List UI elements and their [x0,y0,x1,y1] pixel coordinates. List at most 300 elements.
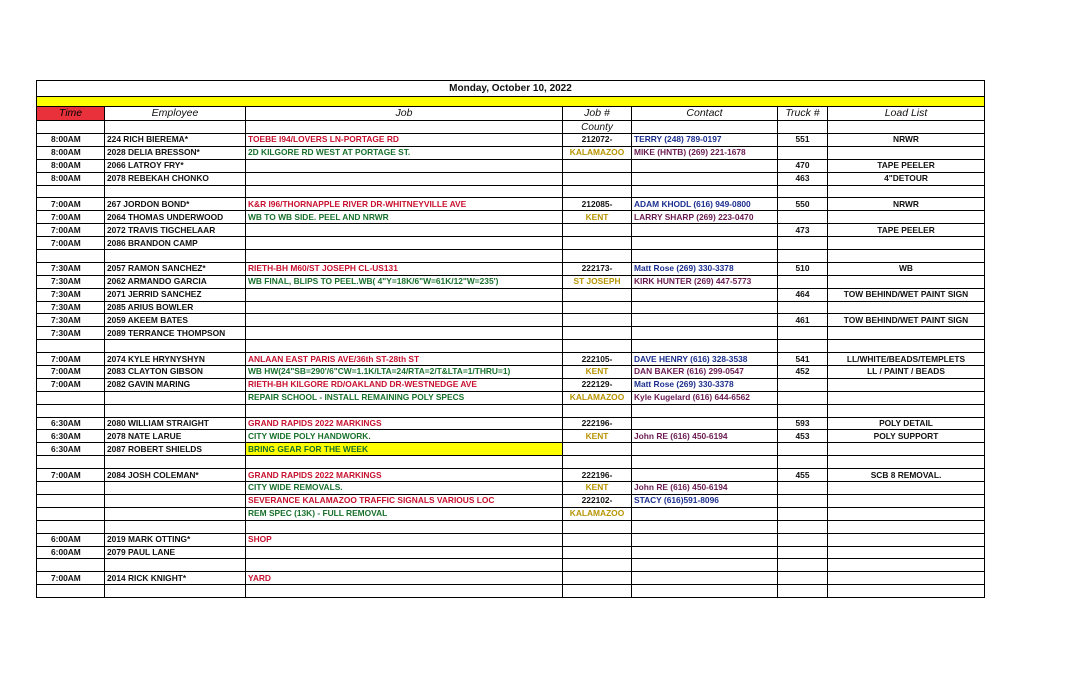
truck-cell: 455 [778,469,828,482]
time-cell [37,185,105,198]
spacer-row [37,559,985,572]
county-cell: KALAMAZOO [563,146,632,159]
header-time: Time [37,107,105,121]
load-list-cell [828,533,985,546]
contact-cell [632,520,778,533]
job-cell: REM SPEC (13K) - FULL REMOVAL [246,507,563,520]
subheader-row [37,121,985,134]
contact-cell [632,469,778,482]
time-cell: 7:00AM [37,572,105,585]
load-list-cell [828,443,985,456]
contact-cell: John RE (616) 450-6194 [632,430,778,443]
table-row [37,443,985,456]
job-number-cell [563,172,632,185]
contact-cell [632,172,778,185]
truck-cell [778,146,828,159]
job-cell: 2D KILGORE RD WEST AT PORTAGE ST. [246,146,563,159]
employee-cell [105,250,246,263]
employee-cell: 2089 TERRANCE THOMPSON [105,327,246,340]
job-cell [246,250,563,263]
load-list-cell: WB [828,262,985,275]
job-cell [246,456,563,469]
job-number-cell [563,314,632,327]
job-number-cell [563,340,632,353]
time-cell: 7:00AM [37,211,105,224]
time-cell [37,404,105,417]
job-cell [246,314,563,327]
job-number-cell [563,585,632,598]
employee-cell: 2078 NATE LARUE [105,430,246,443]
job-cell: K&R I96/THORNAPPLE RIVER DR-WHITNEYVILLE AVE [246,198,563,211]
employee-cell: 2066 LATROY FRY* [105,159,246,172]
job-cell [246,159,563,172]
employee-cell: 2078 REBEKAH CHONKO [105,172,246,185]
title-row [37,81,985,97]
truck-cell [778,546,828,559]
truck-cell: 464 [778,288,828,301]
contact-cell [632,417,778,430]
time-cell: 6:00AM [37,546,105,559]
contact-cell [632,250,778,263]
job-cell: WB TO WB SIDE. PEEL AND NRWR [246,211,563,224]
job-cell [246,559,563,572]
job-number-cell [563,159,632,172]
truck-cell [778,211,828,224]
truck-cell [778,585,828,598]
load-list-cell: TOW BEHIND/WET PAINT SIGN [828,314,985,327]
job-cell [246,172,563,185]
time-cell [37,520,105,533]
load-list-cell [828,327,985,340]
employee-cell [105,185,246,198]
time-cell [37,482,105,495]
table-row [37,482,985,495]
employee-cell [105,585,246,598]
truck-cell [778,404,828,417]
job-number-cell [563,520,632,533]
job-number-cell: 212085- [563,198,632,211]
time-cell: 6:00AM [37,533,105,546]
contact-cell: DAVE HENRY (616) 328-3538 [632,353,778,366]
job-cell: CITY WIDE POLY HANDWORK. [246,430,563,443]
job-cell: WB HW(24"SB=290'/6"CW=1.1K/LTA=24/RTA=2/T&LTA=1/THRU=1) [246,366,563,379]
employee-cell [105,559,246,572]
time-cell [37,456,105,469]
table-row [37,546,985,559]
load-list-cell [828,572,985,585]
load-list-cell [828,237,985,250]
job-number-cell: 222105- [563,353,632,366]
time-cell: 7:30AM [37,327,105,340]
contact-cell: MIKE (HNTB) (269) 221-1678 [632,146,778,159]
table-row [37,430,985,443]
time-cell: 8:00AM [37,172,105,185]
load-list-cell [828,494,985,507]
contact-cell: Matt Rose (269) 330-3378 [632,262,778,275]
time-cell: 7:00AM [37,366,105,379]
time-cell: 7:30AM [37,275,105,288]
table-row [37,353,985,366]
table-row [37,159,985,172]
table-row [37,507,985,520]
time-cell: 7:00AM [37,224,105,237]
load-list-cell [828,340,985,353]
employee-cell: 2079 PAUL LANE [105,546,246,559]
table-row [37,417,985,430]
county-cell: KALAMAZOO [563,391,632,404]
truck-cell: 551 [778,134,828,147]
yellow-band [37,97,985,107]
time-cell [37,340,105,353]
employee-cell [105,507,246,520]
time-cell: 7:00AM [37,378,105,391]
employee-cell: 224 RICH BIEREMA* [105,134,246,147]
load-list-cell: TOW BEHIND/WET PAINT SIGN [828,288,985,301]
load-list-cell [828,520,985,533]
employee-cell [105,391,246,404]
truck-cell [778,391,828,404]
job-number-cell [563,301,632,314]
job-cell [246,404,563,417]
table-row [37,172,985,185]
employee-cell [105,456,246,469]
job-cell: SHOP [246,533,563,546]
employee-cell: 2074 KYLE HRYNYSHYN [105,353,246,366]
employee-cell: 2071 JERRID SANCHEZ [105,288,246,301]
table-row [37,262,985,275]
contact-cell: DAN BAKER (616) 299-0547 [632,366,778,379]
job-number-cell [563,288,632,301]
county-cell: KALAMAZOO [563,507,632,520]
time-cell: 7:00AM [37,198,105,211]
load-list-cell [828,404,985,417]
table-row [37,288,985,301]
table-row [37,366,985,379]
truck-cell [778,250,828,263]
job-cell: CITY WIDE REMOVALS. [246,482,563,495]
header-county: County [563,121,632,134]
header-job: Job [246,107,563,121]
truck-cell [778,482,828,495]
truck-cell [778,507,828,520]
job-cell: YARD [246,572,563,585]
schedule-table [36,80,985,598]
time-cell: 7:30AM [37,262,105,275]
load-list-cell [828,391,985,404]
contact-cell: Matt Rose (269) 330-3378 [632,378,778,391]
contact-cell [632,224,778,237]
job-cell [246,185,563,198]
header-job-number: Job # [563,107,632,121]
job-cell: TOEBE I94/LOVERS LN-PORTAGE RD [246,134,563,147]
load-list-cell [828,482,985,495]
table-row [37,378,985,391]
table-row [37,224,985,237]
truck-cell [778,559,828,572]
truck-cell [778,443,828,456]
load-list-cell: NRWR [828,134,985,147]
load-list-cell: POLY DETAIL [828,417,985,430]
job-number-cell [563,224,632,237]
truck-cell [778,301,828,314]
truck-cell: 473 [778,224,828,237]
time-cell: 6:30AM [37,430,105,443]
time-cell: 7:00AM [37,353,105,366]
job-number-cell: 222129- [563,378,632,391]
truck-cell [778,275,828,288]
time-cell: 7:00AM [37,469,105,482]
truck-cell: 593 [778,417,828,430]
job-cell [246,585,563,598]
table-row [37,469,985,482]
job-cell [246,301,563,314]
contact-cell: John RE (616) 450-6194 [632,482,778,495]
load-list-cell [828,378,985,391]
job-cell: SEVERANCE KALAMAZOO TRAFFIC SIGNALS VARIOUS LOC [246,494,563,507]
job-number-cell: 222196- [563,469,632,482]
county-cell: ST JOSEPH [563,275,632,288]
load-list-cell [828,559,985,572]
contact-cell [632,327,778,340]
load-list-cell [828,456,985,469]
load-list-cell [828,585,985,598]
employee-cell: 2057 RAMON SANCHEZ* [105,262,246,275]
contact-cell [632,314,778,327]
spacer-row [37,404,985,417]
load-list-cell [828,211,985,224]
job-cell: RIETH-BH M60/ST JOSEPH CL-US131 [246,262,563,275]
county-cell: KENT [563,482,632,495]
job-cell: REPAIR SCHOOL - INSTALL REMAINING POLY SPECS [246,391,563,404]
employee-cell: 2072 TRAVIS TIGCHELAAR [105,224,246,237]
load-list-cell: POLY SUPPORT [828,430,985,443]
contact-cell: Kyle Kugelard (616) 644-6562 [632,391,778,404]
employee-cell [105,482,246,495]
table-row [37,327,985,340]
load-list-cell: LL / PAINT / BEADS [828,366,985,379]
header-load-list: Load List [828,107,985,121]
job-number-cell [563,327,632,340]
spacer-row [37,250,985,263]
load-list-cell: NRWR [828,198,985,211]
job-number-cell [563,533,632,546]
job-cell: GRAND RAPIDS 2022 MARKINGS [246,417,563,430]
load-list-cell [828,250,985,263]
employee-cell: 2062 ARMANDO GARCIA [105,275,246,288]
header-row [37,107,985,121]
time-cell: 8:00AM [37,159,105,172]
table-row [37,211,985,224]
employee-cell: 2080 WILLIAM STRAIGHT [105,417,246,430]
job-number-cell [563,443,632,456]
load-list-cell [828,546,985,559]
job-cell [246,520,563,533]
header-employee: Employee [105,107,246,121]
employee-cell [105,404,246,417]
time-cell: 6:30AM [37,443,105,456]
table-row [37,237,985,250]
table-row [37,494,985,507]
truck-cell [778,572,828,585]
contact-cell [632,185,778,198]
time-cell [37,250,105,263]
employee-cell: 2014 RICK KNIGHT* [105,572,246,585]
contact-cell [632,533,778,546]
job-number-cell [563,456,632,469]
spacer-row [37,185,985,198]
job-cell: BRING GEAR FOR THE WEEK [246,443,563,456]
job-cell [246,546,563,559]
employee-cell [105,340,246,353]
load-list-cell [828,146,985,159]
county-cell: KENT [563,430,632,443]
load-list-cell: LL/WHITE/BEADS/TEMPLETS [828,353,985,366]
schedule-sheet [36,80,984,598]
time-cell [37,507,105,520]
header-contact: Contact [632,107,778,121]
load-list-cell: SCB 8 REMOVAL. [828,469,985,482]
truck-cell [778,340,828,353]
truck-cell: 461 [778,314,828,327]
table-row [37,391,985,404]
contact-cell: TERRY (248) 789-0197 [632,134,778,147]
table-row [37,301,985,314]
job-cell [246,237,563,250]
employee-cell: 2087 ROBERT SHIELDS [105,443,246,456]
employee-cell [105,520,246,533]
spacer-row [37,585,985,598]
table-row [37,572,985,585]
job-cell [246,340,563,353]
job-cell: ANLAAN EAST PARIS AVE/36th ST-28th ST [246,353,563,366]
job-cell: GRAND RAPIDS 2022 MARKINGS [246,469,563,482]
job-cell: RIETH-BH KILGORE RD/OAKLAND DR-WESTNEDGE AVE [246,378,563,391]
spacer-row [37,340,985,353]
job-number-cell: 222102- [563,494,632,507]
job-number-cell: 222196- [563,417,632,430]
time-cell: 7:30AM [37,301,105,314]
job-number-cell [563,237,632,250]
job-cell [246,327,563,340]
job-number-cell [563,250,632,263]
employee-cell: 2082 GAVIN MARING [105,378,246,391]
truck-cell [778,520,828,533]
truck-cell [778,533,828,546]
contact-cell [632,585,778,598]
truck-cell: 463 [778,172,828,185]
truck-cell: 550 [778,198,828,211]
truck-cell: 470 [778,159,828,172]
load-list-cell: TAPE PEELER [828,224,985,237]
job-number-cell: 212072- [563,134,632,147]
job-number-cell [563,404,632,417]
contact-cell: KIRK HUNTER (269) 447-5773 [632,275,778,288]
load-list-cell [828,185,985,198]
employee-cell: 2064 THOMAS UNDERWOOD [105,211,246,224]
time-cell: 8:00AM [37,134,105,147]
employee-cell: 2083 CLAYTON GIBSON [105,366,246,379]
table-row [37,533,985,546]
table-row [37,314,985,327]
contact-cell: LARRY SHARP (269) 223-0470 [632,211,778,224]
contact-cell [632,546,778,559]
job-cell: WB FINAL, BLIPS TO PEEL.WB( 4"Y=18K/6"W=61K/12"W=235') [246,275,563,288]
table-row [37,146,985,159]
truck-cell [778,378,828,391]
job-number-cell [563,572,632,585]
employee-cell: 2084 JOSH COLEMAN* [105,469,246,482]
load-list-cell: 4"DETOUR [828,172,985,185]
job-number-cell [563,185,632,198]
time-cell [37,391,105,404]
load-list-cell [828,301,985,314]
time-cell: 7:00AM [37,237,105,250]
table-row [37,275,985,288]
time-cell [37,585,105,598]
job-number-cell: 222173- [563,262,632,275]
time-cell [37,494,105,507]
page-title: Monday, October 10, 2022 [37,81,985,97]
contact-cell: ADAM KHODL (616) 949-0800 [632,198,778,211]
employee-cell: 2085 ARIUS BOWLER [105,301,246,314]
job-cell [246,224,563,237]
table-row [37,134,985,147]
contact-cell [632,237,778,250]
time-cell: 7:30AM [37,314,105,327]
truck-cell: 510 [778,262,828,275]
contact-cell [632,404,778,417]
employee-cell: 2059 AKEEM BATES [105,314,246,327]
contact-cell [632,507,778,520]
county-cell: KENT [563,366,632,379]
job-number-cell [563,546,632,559]
table-row [37,198,985,211]
job-number-cell [563,559,632,572]
header-truck: Truck # [778,107,828,121]
truck-cell: 453 [778,430,828,443]
time-cell [37,559,105,572]
spacer-row [37,456,985,469]
employee-cell: 267 JORDON BOND* [105,198,246,211]
contact-cell [632,159,778,172]
contact-cell [632,572,778,585]
truck-cell [778,456,828,469]
time-cell: 7:30AM [37,288,105,301]
contact-cell [632,340,778,353]
load-list-cell [828,507,985,520]
truck-cell: 541 [778,353,828,366]
contact-cell [632,301,778,314]
truck-cell: 452 [778,366,828,379]
contact-cell [632,288,778,301]
load-list-cell: TAPE PEELER [828,159,985,172]
employee-cell: 2086 BRANDON CAMP [105,237,246,250]
truck-cell [778,327,828,340]
time-cell: 8:00AM [37,146,105,159]
employee-cell: 2028 DELIA BRESSON* [105,146,246,159]
employee-cell [105,494,246,507]
employee-cell: 2019 MARK OTTING* [105,533,246,546]
truck-cell [778,185,828,198]
contact-cell [632,443,778,456]
time-cell: 6:30AM [37,417,105,430]
county-cell: KENT [563,211,632,224]
job-cell [246,288,563,301]
load-list-cell [828,275,985,288]
truck-cell [778,237,828,250]
contact-cell [632,559,778,572]
spacer-row [37,520,985,533]
